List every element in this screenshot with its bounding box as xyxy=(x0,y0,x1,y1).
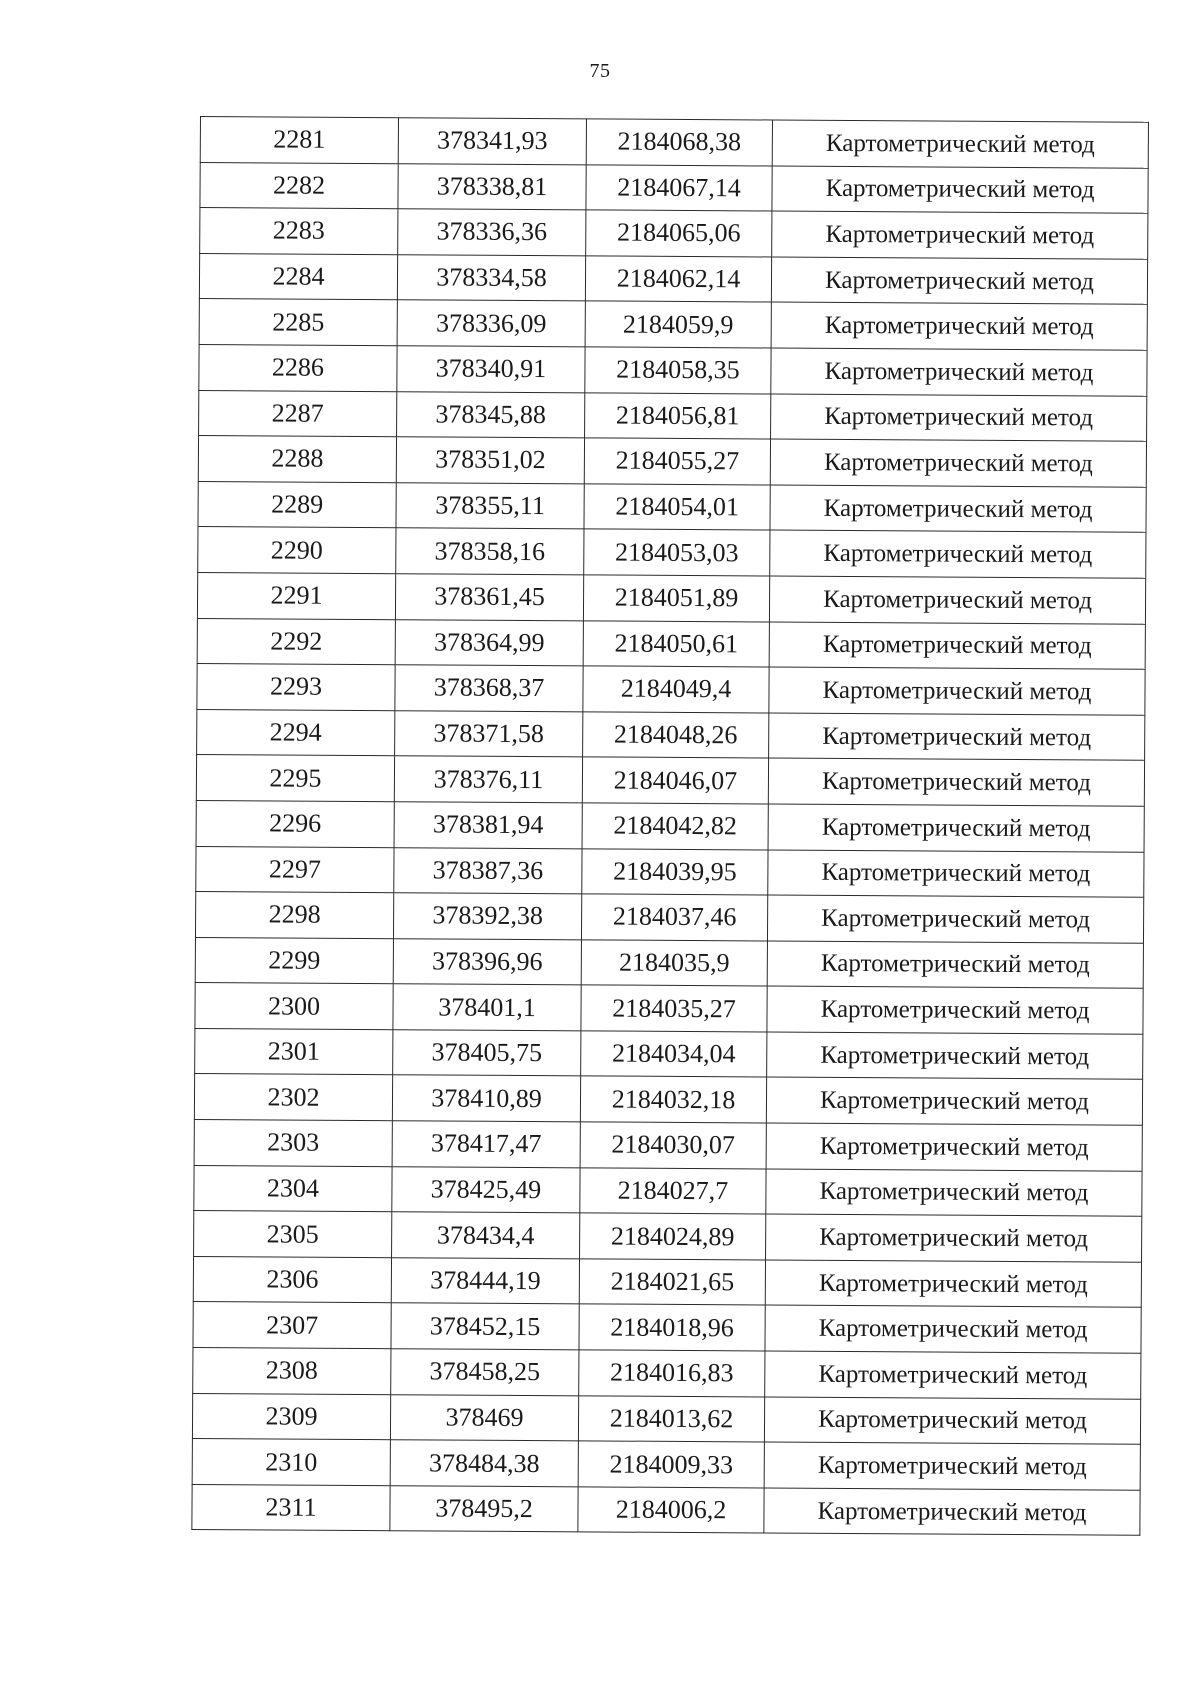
table-row xyxy=(195,1028,1143,1079)
point-number-cell: 2291 xyxy=(197,572,395,619)
point-number-cell: 2281 xyxy=(200,117,398,164)
point-number-cell: 2296 xyxy=(196,800,394,847)
method-cell: Картометрический метод xyxy=(769,713,1145,761)
y-coordinate-cell: 2184016,83 xyxy=(579,1350,765,1397)
y-coordinate-cell: 2184009,33 xyxy=(578,1441,764,1488)
point-number-cell: 2303 xyxy=(194,1120,392,1167)
x-coordinate-cell: 378340,91 xyxy=(397,346,585,393)
x-coordinate-cell: 378368,37 xyxy=(395,665,583,712)
y-coordinate-cell: 2184013,62 xyxy=(578,1395,764,1442)
x-coordinate-cell: 378434,4 xyxy=(392,1212,580,1259)
y-coordinate-cell: 2184042,82 xyxy=(582,803,768,850)
x-coordinate-cell: 378396,96 xyxy=(393,938,581,985)
x-coordinate-cell: 378338,81 xyxy=(398,163,586,210)
table-row xyxy=(198,527,1146,578)
method-cell: Картометрический метод xyxy=(767,986,1143,1034)
x-coordinate-cell: 378458,25 xyxy=(391,1349,579,1396)
point-number-cell: 2295 xyxy=(196,755,394,802)
table-row xyxy=(197,709,1145,760)
method-cell: Картометрический метод xyxy=(765,1260,1141,1308)
point-number-cell: 2298 xyxy=(195,892,393,939)
y-coordinate-cell: 2184030,07 xyxy=(580,1122,766,1169)
x-coordinate-cell: 378336,36 xyxy=(398,209,586,256)
method-cell: Картометрический метод xyxy=(769,667,1145,715)
coordinates-table-body xyxy=(192,117,1149,1536)
y-coordinate-cell: 2184049,4 xyxy=(583,666,769,713)
x-coordinate-cell: 378387,36 xyxy=(394,847,582,894)
method-cell: Картометрический метод xyxy=(766,1214,1142,1262)
method-cell: Картометрический метод xyxy=(772,211,1148,259)
table-row xyxy=(197,618,1145,669)
method-cell: Картометрический метод xyxy=(765,1351,1141,1399)
table-row xyxy=(195,892,1143,943)
point-number-cell: 2282 xyxy=(200,162,398,209)
point-number-cell: 2287 xyxy=(199,390,397,437)
method-cell: Картометрический метод xyxy=(768,758,1144,806)
table-row xyxy=(196,846,1144,897)
point-number-cell: 2302 xyxy=(194,1074,392,1121)
x-coordinate-cell: 378469 xyxy=(390,1394,578,1441)
y-coordinate-cell: 2184046,07 xyxy=(582,757,768,804)
y-coordinate-cell: 2184032,18 xyxy=(580,1076,766,1123)
table-row xyxy=(193,1256,1141,1307)
table-row xyxy=(200,117,1148,168)
table-row xyxy=(196,755,1144,806)
table-row xyxy=(192,1439,1140,1490)
x-coordinate-cell: 378361,45 xyxy=(395,574,583,621)
point-number-cell: 2301 xyxy=(195,1028,393,1075)
x-coordinate-cell: 378371,58 xyxy=(395,710,583,757)
point-number-cell: 2284 xyxy=(199,253,397,300)
y-coordinate-cell: 2184056,81 xyxy=(585,392,771,439)
table-row xyxy=(200,162,1148,213)
y-coordinate-cell: 2184048,26 xyxy=(583,712,769,759)
y-coordinate-cell: 2184034,04 xyxy=(581,1031,767,1078)
y-coordinate-cell: 2184027,7 xyxy=(580,1167,766,1214)
method-cell: Картометрический метод xyxy=(771,348,1147,396)
method-cell: Картометрический метод xyxy=(767,1032,1143,1080)
y-coordinate-cell: 2184055,27 xyxy=(584,438,770,485)
y-coordinate-cell: 2184053,03 xyxy=(584,529,770,576)
table-row xyxy=(196,800,1144,851)
y-coordinate-cell: 2184067,14 xyxy=(586,164,772,211)
point-number-cell: 2308 xyxy=(193,1348,391,1395)
x-coordinate-cell: 378351,02 xyxy=(396,437,584,484)
y-coordinate-cell: 2184021,65 xyxy=(579,1259,765,1306)
x-coordinate-cell: 378392,38 xyxy=(393,893,581,940)
table-row xyxy=(194,1165,1142,1216)
table-row xyxy=(193,1348,1141,1399)
y-coordinate-cell: 2184051,89 xyxy=(583,575,769,622)
method-cell: Картометрический метод xyxy=(772,120,1148,168)
point-number-cell: 2304 xyxy=(194,1165,392,1212)
y-coordinate-cell: 2184068,38 xyxy=(586,119,772,166)
x-coordinate-cell: 378341,93 xyxy=(398,118,586,165)
point-number-cell: 2290 xyxy=(198,527,396,574)
method-cell: Картометрический метод xyxy=(769,576,1145,624)
point-number-cell: 2288 xyxy=(198,436,396,483)
table-row xyxy=(194,1074,1142,1125)
point-number-cell: 2300 xyxy=(195,983,393,1030)
y-coordinate-cell: 2184018,96 xyxy=(579,1304,765,1351)
method-cell: Картометрический метод xyxy=(764,1442,1140,1490)
x-coordinate-cell: 378495,2 xyxy=(390,1485,578,1532)
page-number: 75 xyxy=(589,60,611,82)
x-coordinate-cell: 378336,09 xyxy=(397,300,585,347)
table-row xyxy=(198,481,1146,532)
x-coordinate-cell: 378425,49 xyxy=(392,1166,580,1213)
table-row xyxy=(200,208,1148,259)
point-number-cell: 2305 xyxy=(194,1211,392,1258)
y-coordinate-cell: 2184054,01 xyxy=(584,484,770,531)
table-row xyxy=(192,1393,1140,1444)
x-coordinate-cell: 378355,11 xyxy=(396,482,584,529)
x-coordinate-cell: 378376,11 xyxy=(394,756,582,803)
method-cell: Картометрический метод xyxy=(764,1488,1140,1536)
method-cell: Картометрический метод xyxy=(768,804,1144,852)
table-row xyxy=(195,983,1143,1034)
point-number-cell: 2292 xyxy=(197,618,395,665)
point-number-cell: 2299 xyxy=(195,937,393,984)
point-number-cell: 2310 xyxy=(192,1439,390,1486)
x-coordinate-cell: 378334,58 xyxy=(397,254,585,301)
x-coordinate-cell: 378452,15 xyxy=(391,1303,579,1350)
point-number-cell: 2306 xyxy=(193,1256,391,1303)
table-row xyxy=(199,390,1147,441)
point-number-cell: 2307 xyxy=(193,1302,391,1349)
y-coordinate-cell: 2184035,27 xyxy=(581,985,767,1032)
point-number-cell: 2311 xyxy=(192,1484,390,1531)
x-coordinate-cell: 378345,88 xyxy=(397,391,585,438)
y-coordinate-cell: 2184062,14 xyxy=(585,256,771,303)
method-cell: Картометрический метод xyxy=(766,1123,1142,1171)
method-cell: Картометрический метод xyxy=(767,941,1143,989)
x-coordinate-cell: 378381,94 xyxy=(394,802,582,849)
x-coordinate-cell: 378358,16 xyxy=(396,528,584,575)
table-row xyxy=(197,664,1145,715)
point-number-cell: 2309 xyxy=(192,1393,390,1440)
x-coordinate-cell: 378484,38 xyxy=(390,1440,578,1487)
y-coordinate-cell: 2184039,95 xyxy=(582,848,768,895)
table-row xyxy=(194,1211,1142,1262)
table-row xyxy=(195,937,1143,988)
table-row xyxy=(199,299,1147,350)
y-coordinate-cell: 2184024,89 xyxy=(580,1213,766,1260)
table-row xyxy=(197,572,1145,623)
x-coordinate-cell: 378401,1 xyxy=(393,984,581,1031)
method-cell: Картометрический метод xyxy=(768,849,1144,897)
table-row xyxy=(199,253,1147,304)
y-coordinate-cell: 2184006,2 xyxy=(578,1487,764,1534)
method-cell: Картометрический метод xyxy=(767,895,1143,943)
coordinates-table xyxy=(191,116,1149,1536)
y-coordinate-cell: 2184059,9 xyxy=(585,301,771,348)
point-number-cell: 2294 xyxy=(197,709,395,756)
method-cell: Картометрический метод xyxy=(770,530,1146,578)
method-cell: Картометрический метод xyxy=(764,1397,1140,1445)
method-cell: Картометрический метод xyxy=(770,439,1146,487)
method-cell: Картометрический метод xyxy=(765,1305,1141,1353)
table-row xyxy=(199,344,1147,395)
y-coordinate-cell: 2184037,46 xyxy=(581,894,767,941)
x-coordinate-cell: 378444,19 xyxy=(391,1258,579,1305)
method-cell: Картометрический метод xyxy=(766,1077,1142,1125)
method-cell: Картометрический метод xyxy=(769,622,1145,670)
point-number-cell: 2293 xyxy=(197,664,395,711)
method-cell: Картометрический метод xyxy=(770,485,1146,533)
table-row xyxy=(193,1302,1141,1353)
method-cell: Картометрический метод xyxy=(766,1169,1142,1217)
y-coordinate-cell: 2184050,61 xyxy=(583,620,769,667)
method-cell: Картометрический метод xyxy=(771,394,1147,442)
point-number-cell: 2283 xyxy=(200,208,398,255)
y-coordinate-cell: 2184058,35 xyxy=(585,347,771,394)
method-cell: Картометрический метод xyxy=(771,257,1147,305)
point-number-cell: 2297 xyxy=(196,846,394,893)
point-number-cell: 2286 xyxy=(199,344,397,391)
point-number-cell: 2285 xyxy=(199,299,397,346)
x-coordinate-cell: 378410,89 xyxy=(392,1075,580,1122)
y-coordinate-cell: 2184035,9 xyxy=(581,940,767,987)
table-row xyxy=(198,436,1146,487)
x-coordinate-cell: 378405,75 xyxy=(393,1030,581,1077)
y-coordinate-cell: 2184065,06 xyxy=(586,210,772,257)
x-coordinate-cell: 378417,47 xyxy=(392,1121,580,1168)
method-cell: Картометрический метод xyxy=(772,166,1148,214)
x-coordinate-cell: 378364,99 xyxy=(395,619,583,666)
point-number-cell: 2289 xyxy=(198,481,396,528)
table-row xyxy=(192,1484,1140,1535)
method-cell: Картометрический метод xyxy=(771,302,1147,350)
table-row xyxy=(194,1120,1142,1171)
